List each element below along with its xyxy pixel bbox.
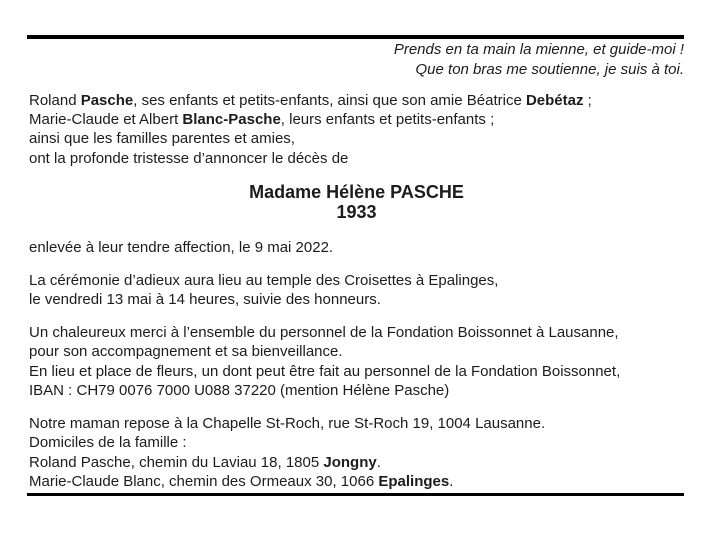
bottom-rule [27, 493, 684, 496]
text-line: ont la profonde tristesse d’annoncer le décès de [29, 149, 349, 167]
ceremony-paragraph [29, 271, 684, 310]
text-line: En lieu et place de fleurs, un dont peut être fait au personnel de la Fondation Boissonnet, [29, 362, 621, 380]
text-line: Roland Pasche, ses enfants et petits-enfants, ainsi que son amie Béatrice Debétaz ; [29, 91, 592, 109]
text-line: Marie-Claude et Albert Blanc-Pasche, leurs enfants et petits-enfants ; [29, 110, 495, 128]
birth-year: 1933 [336, 202, 377, 223]
text-line: Prends en ta main la mienne, et guide-moi ! [393, 41, 684, 58]
text-line: Roland Pasche, chemin du Laviau 18, 1805 Jongny. [29, 453, 381, 471]
death-date-paragraph [29, 238, 684, 257]
epigraph [29, 40, 684, 80]
text-line: le vendredi 13 mai à 14 heures, suivie des honneurs. [29, 290, 381, 308]
top-rule [27, 35, 684, 39]
text-line: Un chaleureux merci à l’ensemble du personnel de la Fondation Boissonnet à Lausanne, [29, 323, 619, 341]
text-line: enlevée à leur tendre affection, le 9 mai 2022. [29, 238, 334, 256]
text-line: Marie-Claude Blanc, chemin des Ormeaux 30, 1066 Epalinges. [29, 473, 454, 491]
text-line: Domiciles de la famille : [29, 434, 187, 452]
text-line: IBAN : CH79 0076 7000 U088 37220 (mention Hélène Pasche) [29, 382, 450, 400]
obituary-body [29, 91, 684, 506]
text-line: Notre maman repose à la Chapelle St-Roch, rue St-Roch 19, 1004 Lausanne. [29, 414, 546, 432]
deceased-name: Madame Hélène PASCHE [249, 181, 464, 202]
text-line: pour son accompagnement et sa bienveillance. [29, 343, 343, 361]
text-line: La cérémonie d’adieux aura lieu au temple des Croisettes à Epalinges, [29, 271, 499, 289]
deceased-heading [29, 182, 684, 223]
announcement-paragraph [29, 91, 684, 169]
text-line: ainsi que les familles parentes et amies, [29, 130, 295, 148]
repose-addresses-paragraph [29, 414, 684, 492]
thanks-donation-paragraph [29, 323, 684, 401]
text-line: Que ton bras me soutienne, je suis à toi. [415, 61, 684, 78]
